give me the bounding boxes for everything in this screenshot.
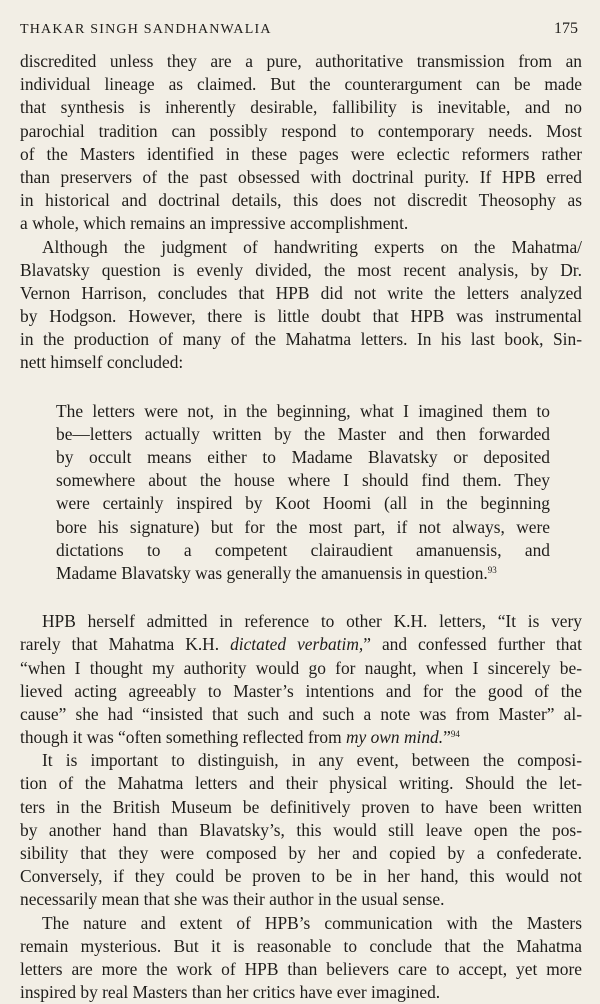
text-line — [56, 562, 550, 585]
page-number: 175 — [554, 20, 578, 37]
paragraph — [20, 749, 582, 911]
text-run: tion of the Mahatma letters and their physical writing. Should the let- — [20, 773, 582, 794]
text-line — [20, 351, 582, 374]
text-run: ters in the British Museum be definitively proven to have been written — [20, 796, 582, 817]
text-line — [20, 912, 582, 935]
text-run: a whole, which remains an impressive accomplishment. — [20, 213, 409, 234]
text-run: remain mysterious. But it is reasonable to conclude that the Mahatma — [20, 935, 582, 956]
text-line — [20, 772, 582, 795]
text-line — [20, 73, 582, 96]
text-line — [56, 492, 550, 515]
text-line — [20, 50, 582, 73]
text-line — [20, 236, 582, 259]
text-run: in historical and doctrinal details, this does not discredit Theosophy as — [20, 190, 582, 211]
text-line — [20, 143, 582, 166]
text-line — [20, 189, 582, 212]
running-head: THAKAR SINGH SANDHANWALIA — [20, 22, 272, 37]
text-run: Although the judgment of handwriting experts on the Mahatma/ — [42, 236, 582, 257]
text-line — [20, 610, 582, 633]
text-line — [56, 423, 550, 446]
text-line — [20, 633, 582, 656]
paragraph — [20, 50, 582, 236]
text-run: rarely that Mahatma K.H. — [20, 634, 231, 655]
text-run: by Hodgson. However, there is little doubt that HPB was instrumental — [20, 306, 582, 327]
paragraph — [20, 236, 582, 375]
page-header — [20, 20, 580, 42]
text-run: that synthesis is inherently desirable, fallibility is inevitable, and no — [20, 97, 582, 118]
page-body — [20, 50, 582, 1004]
text-line — [20, 819, 582, 842]
text-run: cause” she had “insisted that such and such a note was from Master” al- — [20, 703, 582, 724]
text-run: HPB herself admitted in reference to other K.H. letters, “It is very — [42, 611, 582, 632]
text-run: than preservers of the past obsessed with doctrinal purity. If HPB erred — [20, 166, 582, 187]
text-line — [20, 305, 582, 328]
text-line — [20, 981, 582, 1004]
text-run: The nature and extent of HPB’s communication with the Masters — [42, 912, 582, 933]
text-run: Conversely, if they could be proven to be in her hand, this would not — [20, 866, 582, 887]
text-line — [20, 796, 582, 819]
text-run: somewhere about the house where I should find them. They — [56, 470, 550, 491]
text-run: Vernon Harrison, concludes that HPB did not write the letters analyzed — [20, 282, 582, 303]
text-run: dictations to a competent clairaudient amanuensis, and — [56, 539, 550, 560]
text-run: ” and confessed further that — [363, 634, 582, 655]
text-line — [20, 958, 582, 981]
text-line — [20, 96, 582, 119]
text-line — [20, 328, 582, 351]
text-run: were certainly inspired by Koot Hoomi (all in the beginning — [56, 493, 550, 514]
text-run: sibility that they were composed by her and copied by a confederate. — [20, 843, 582, 863]
text-line — [20, 726, 582, 749]
text-line — [20, 120, 582, 143]
text-line — [20, 842, 582, 865]
text-run: Blavatsky question is evenly divided, the most recent analysis, by Dr. — [20, 259, 582, 280]
text-line — [20, 259, 582, 282]
italic-text: my own mind. — [345, 727, 444, 748]
text-run: ” — [443, 727, 451, 748]
text-run: inspired by real Masters than her critics have ever imagined. — [20, 982, 441, 1003]
text-run: individual lineage as claimed. But the counterargument can be made — [20, 74, 582, 95]
text-line — [20, 703, 582, 726]
text-run: of the Masters identified in these pages were eclectic reformers rather — [20, 143, 582, 164]
text-run: It is important to distinguish, in any event, between the composi- — [42, 750, 582, 771]
text-line — [20, 680, 582, 703]
italic-text: dictated verbatim, — [230, 634, 364, 655]
text-run: letters are more the work of HPB than believers care to accept, yet more — [20, 958, 582, 979]
text-run: by another hand than Blavatsky’s, this would still leave open the pos- — [20, 819, 582, 840]
text-run: discredited unless they are a pure, authoritative transmission from an — [20, 51, 582, 71]
text-line — [56, 400, 550, 423]
text-run: be—letters actually written by the Master and then forwarded — [56, 423, 550, 444]
text-line — [56, 446, 550, 469]
text-run: necessarily mean that she was their author in the usual sense. — [20, 889, 445, 910]
text-line — [20, 212, 582, 235]
block-quote — [56, 400, 550, 586]
text-run: “when I thought my authority would go for naught, when I sincerely be- — [20, 657, 582, 678]
text-line — [56, 539, 550, 562]
paragraph — [20, 912, 582, 1004]
text-line — [20, 282, 582, 305]
text-line — [20, 749, 582, 772]
text-run: Madame Blavatsky was generally the amanuensis in question. — [56, 562, 488, 583]
text-line — [20, 888, 582, 911]
text-line — [20, 657, 582, 680]
paragraph — [20, 610, 582, 749]
text-run: bore his signature) but for the most part, if not always, were — [56, 516, 550, 537]
text-run: lieved acting agreeably to Master’s intentions and for the good of the — [20, 680, 582, 701]
text-run: though it was “often something reflected from — [20, 727, 346, 748]
text-line — [20, 166, 582, 189]
text-run: nett himself concluded: — [20, 352, 184, 373]
text-line — [20, 935, 582, 958]
text-line — [56, 516, 550, 539]
text-run: The letters were not, in the beginning, what I imagined them to — [56, 400, 550, 421]
text-line — [56, 469, 550, 492]
text-run: by occult means either to Madame Blavatsky or deposited — [56, 447, 550, 467]
text-line — [20, 865, 582, 888]
text-run: parochial tradition can possibly respond to contemporary needs. Most — [20, 120, 582, 141]
footnote-ref: 93 — [487, 564, 497, 575]
footnote-ref: 94 — [450, 729, 460, 740]
text-run: in the production of many of the Mahatma letters. In his last book, Sin- — [20, 329, 582, 350]
